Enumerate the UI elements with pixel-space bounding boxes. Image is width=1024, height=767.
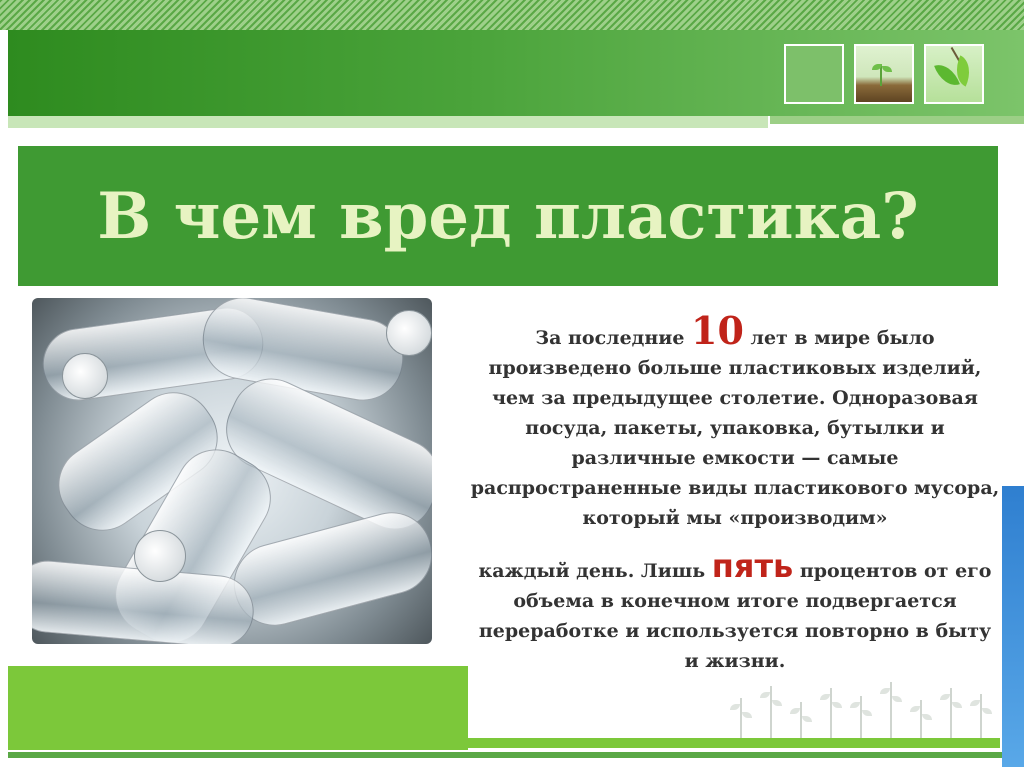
leaf-icon [934,60,960,91]
sprout-icon [880,64,892,86]
slide-title: В чем вред пластика? [97,178,919,254]
leaf-thumbnail [924,44,984,104]
paragraph-1 [470,308,1000,533]
title-banner [18,146,998,286]
paragraph-2 [470,547,1000,676]
body-text [470,308,1000,676]
header-underline [8,116,768,128]
paragraph-2-lead: каждый день. Лишь [478,560,706,582]
bottle-cap [386,310,432,356]
footer-line [8,752,1024,758]
header-underline-right [770,116,1024,124]
sprout-thumbnail [854,44,914,104]
paragraph-1-rest: лет в мире было произведено больше пластиковых изделий, чем за предыдущее столетие. Одноразовая посуда, пакеты, упаковка, бутылки и различные емкости — самые распространенные виды пластикового мусора, который мы «производим» [470,327,1000,529]
right-edge-strip [1002,486,1024,767]
footer-block [8,666,468,750]
bottle-cap [62,353,108,399]
footer-bar [468,738,1000,748]
bottle-cap [134,530,186,582]
sprouts-decoration [730,680,1000,738]
top-stripe-pattern [0,0,1024,30]
plastic-bottles-photo [32,298,432,644]
highlight-word: пять [711,547,794,585]
paragraph-2-rest: процентов от его объема в конечном итоге подвергается переработке и используется повторно в быту и жизни. [478,560,992,672]
highlight-number: 10 [691,308,744,353]
paragraph-1-lead: За последние [535,327,685,349]
green-square-thumbnail [784,44,844,104]
